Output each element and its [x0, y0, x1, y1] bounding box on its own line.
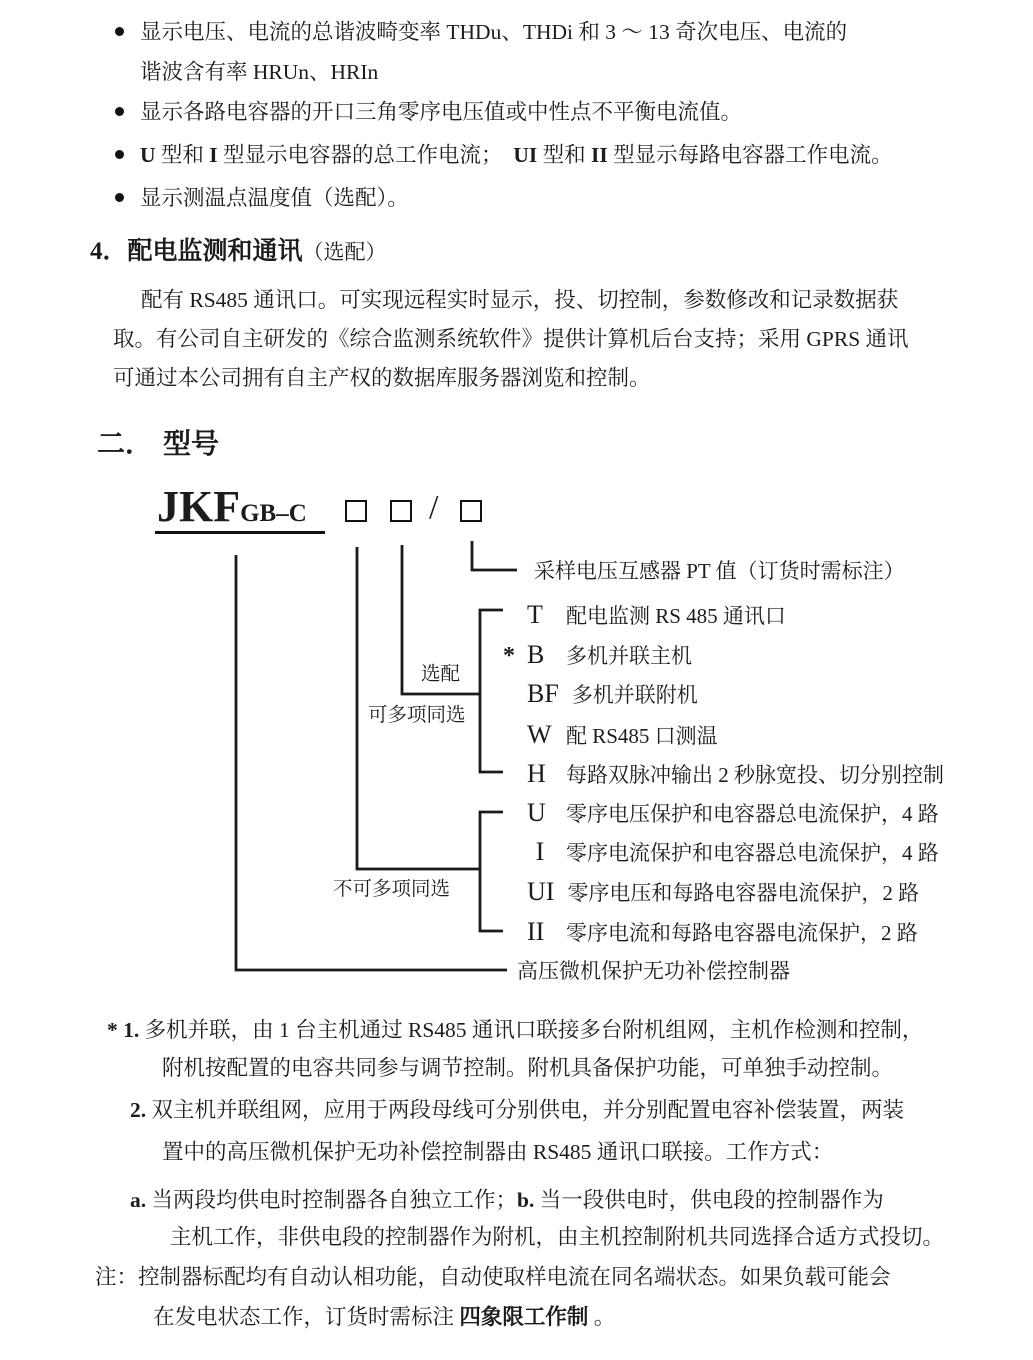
- note-2-line2: 置中的高压微机保护无功补偿控制器由 RS485 通讯口联接。工作方式：: [162, 1140, 834, 1164]
- row-text: 多机并联主机: [566, 644, 692, 668]
- section2-number: 二．: [97, 429, 154, 460]
- note-zhu-line1: 注：控制器标配均有自动认相功能，自动使取样电流在同名端状态。如果负载可能会: [95, 1265, 891, 1289]
- row-text: 多机并联附机: [571, 683, 698, 707]
- row-letter: U: [527, 798, 546, 827]
- row-letter: II: [527, 917, 545, 946]
- diagram-row-U: [527, 797, 939, 830]
- bullet-current-display-line: U 型和 I 型显示电容器的总工作电流； UI 型和 II 型显示每路电容器工作电流。: [140, 143, 893, 167]
- model-prefix: JKF: [157, 482, 241, 531]
- section4-heading: [90, 234, 387, 270]
- note-a-line1: a. 当两段均供电时控制器各自独立工作；b. 当一段供电时，供电段的控制器作为: [130, 1188, 884, 1212]
- diagram-row-BF: [503, 678, 698, 711]
- bullet-temperature: [113, 178, 409, 218]
- row-text: 零序电压和每路电容器电流保护，2 路: [567, 881, 920, 905]
- row-text: 零序电流保护和电容器总电流保护，4 路: [566, 841, 939, 865]
- diagram-exclusive-note: 不可多项同选: [333, 879, 451, 900]
- diagram-row-I: [527, 836, 939, 869]
- bullet-zero-seq: [113, 92, 742, 132]
- diagram-row-II: [527, 916, 918, 949]
- note-1-line1: * 1. 多机并联，由 1 台主机通过 RS485 通讯口联接多台附机组网，主机作检测和控制，: [107, 1018, 924, 1042]
- diagram-pt-label: 采样电压互感器 PT 值（订货时需标注）: [534, 559, 905, 583]
- section4-paragraph-line1: 配有 RS485 通讯口。可实现远程实时显示，投、切控制，参数修改和记录数据获: [141, 288, 899, 312]
- row-star: *: [503, 643, 515, 669]
- diagram-row-UI: [527, 876, 919, 909]
- bullet-thd: [113, 12, 847, 92]
- model-box-3: [460, 500, 482, 522]
- bullet-icon: [115, 107, 124, 116]
- row-text: 配 RS485 口测温: [566, 724, 718, 748]
- row-letter: W: [527, 720, 552, 749]
- section4-paragraph-line3: 可通过本公司拥有自主产权的数据库服务器浏览和控制。: [113, 366, 651, 390]
- section2-title: 型号: [163, 429, 220, 460]
- note-a-line2: 主机工作，非供电段的控制器作为附机，由主机控制附机共同选择合适方式投切。: [170, 1225, 945, 1249]
- model-slash: /: [429, 489, 439, 526]
- bullet-current-display: [113, 135, 893, 175]
- bullet-icon: [115, 150, 124, 159]
- bullet-icon: [115, 27, 124, 36]
- diagram-row-W: [503, 719, 718, 752]
- note-2-line1: 2. 双主机并联组网，应用于两段母线可分别供电，并分别配置电容补偿装置，两装: [130, 1098, 905, 1122]
- bullet-thd-line1: 显示电压、电流的总谐波畸变率 THDu、THDi 和 3 ～ 13 奇次电压、电流的: [140, 20, 848, 44]
- diagram-row-B: [503, 639, 692, 672]
- row-letter: B: [527, 640, 545, 669]
- section4-number: 4．: [90, 238, 128, 265]
- note-zhu-line2: 在发电状态工作，订货时需标注 四象限工作制 。: [153, 1305, 616, 1329]
- diagram-optional-tag: 选配: [420, 664, 460, 685]
- diagram-base-label: 高压微机保护无功补偿控制器: [517, 959, 790, 983]
- bullet-zero-seq-line: 显示各路电容器的开口三角零序电压值或中性点不平衡电流值。: [140, 100, 743, 124]
- row-letter: T: [527, 600, 543, 629]
- section4-paragraph-line2: 取。有公司自主研发的《综合监测系统软件》提供计算机后台支持；采用 GPRS 通讯: [113, 327, 909, 351]
- diagram-row-T: [503, 599, 786, 632]
- section2-heading: [97, 426, 219, 464]
- row-text: 每路双脉冲输出 2 秒脉宽投、切分别控制: [566, 763, 944, 787]
- note-1-line2: 附机按配置的电容共同参与调节控制。附机具备保护功能，可单独手动控制。: [162, 1056, 894, 1080]
- model-box-2: [390, 500, 412, 522]
- model-suffix: GB–C: [240, 500, 307, 527]
- bullet-thd-line2: 谐波含有率 HRUn、HRIn: [140, 60, 379, 84]
- row-letter: I: [535, 837, 545, 866]
- model-box-1: [345, 500, 367, 522]
- bullet-temperature-line: 显示测温点温度值（选配）。: [140, 186, 409, 210]
- diagram-multi-select-note: 可多项同选: [368, 705, 466, 726]
- section4-title: 配电监测和通讯: [127, 238, 303, 265]
- row-text: 零序电压保护和电容器总电流保护，4 路: [566, 802, 939, 826]
- diagram-row-H: [503, 758, 944, 791]
- model-code: [157, 484, 307, 537]
- row-text: 零序电流和每路电容器电流保护，2 路: [566, 921, 918, 945]
- section4-paren: （选配）: [302, 240, 387, 264]
- row-letter: H: [527, 759, 546, 788]
- bullet-icon: [115, 193, 124, 202]
- row-letter: UI: [527, 877, 555, 906]
- model-underline: [155, 531, 325, 534]
- row-text: 配电监测 RS 485 通讯口: [566, 604, 786, 628]
- row-letter: BF: [527, 679, 559, 708]
